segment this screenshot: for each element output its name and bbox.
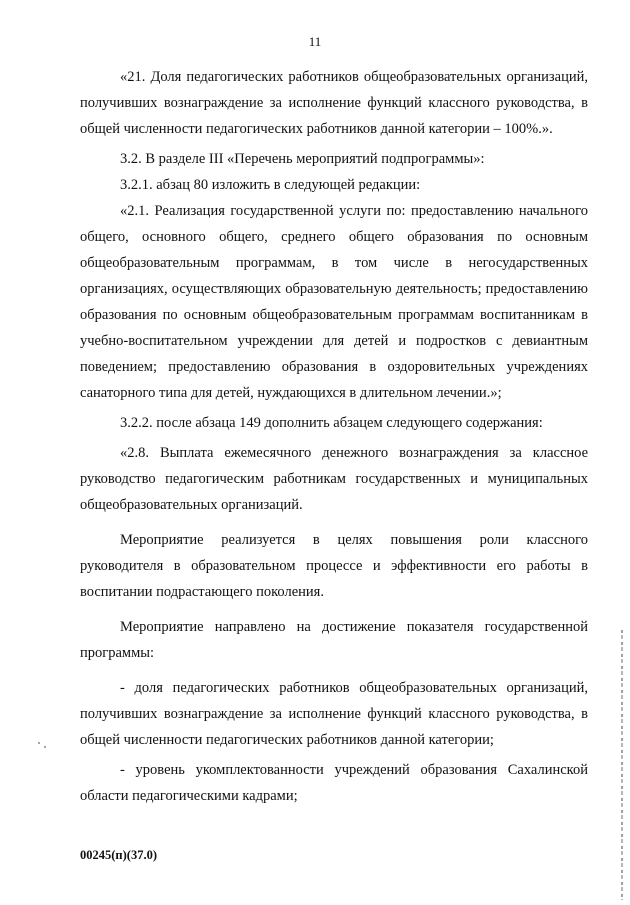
paragraph-section-3-2-2: 3.2.2. после абзаца 149 дополнить абзацем следующего содержания: — [120, 415, 543, 431]
paragraph-bullet-2: - уровень укомплектованности учреждений образования Сахалинской области педагогическими кадрами; — [80, 762, 588, 804]
page-number: 11 — [308, 34, 322, 49]
paragraph-measure-2-1: «2.1. Реализация государственной услуги по: предоставлению начального общего, основного общего, среднего общего образования по основным общеобразовательным программам, в том числе в негосударственных организациях, осуществляющих образовательную деятельность; предоставлению образования по основным общеобразовательным программам воспитанникам в учебно-воспитательном учреждении для детей и подростков с девиантным поведением; предоставлению образования в оздоровительных учреждениях санаторного типа для детей, нуждающихся в длительном лечении.»; — [80, 203, 588, 401]
paragraph-measure-purpose: Мероприятие реализуется в целях повышения роли классного руководителя в образовательном процессе и эффективности его работы в воспитании подрастающего поколения. — [80, 532, 588, 600]
paragraph-measure-2-8: «2.8. Выплата ежемесячного денежного вознаграждения за классное руководство педагогическим работникам государственных и муниципальных общеобразовательных организаций. — [80, 445, 588, 513]
scan-speck — [44, 746, 46, 748]
paragraph-section-3-2-1: 3.2.1. абзац 80 изложить в следующей редакции: — [120, 177, 421, 193]
document-body — [80, 64, 588, 809]
paragraph-bullet-1: - доля педагогических работников общеобразовательных организаций, получивших вознаграждение за исполнение функций классного руководства, в общей численности педагогических работников данной категории; — [80, 680, 588, 748]
paragraph-measure-target: Мероприятие направлено на достижение показателя государственной программы: — [80, 619, 588, 661]
paragraph-indicator-21: «21. Доля педагогических работников общеобразовательных организаций, получивших вознаграждение за исполнение функций классного руководства, в общей численности педагогических работников данной категории – 100%.». — [80, 69, 588, 137]
paragraph-section-3-2: 3.2. В разделе III «Перечень мероприятий подпрограммы»: — [120, 151, 485, 167]
scan-speck — [38, 742, 40, 744]
document-code: 00245(п)(37.0) — [80, 848, 157, 862]
scan-edge-artifact — [621, 630, 623, 900]
